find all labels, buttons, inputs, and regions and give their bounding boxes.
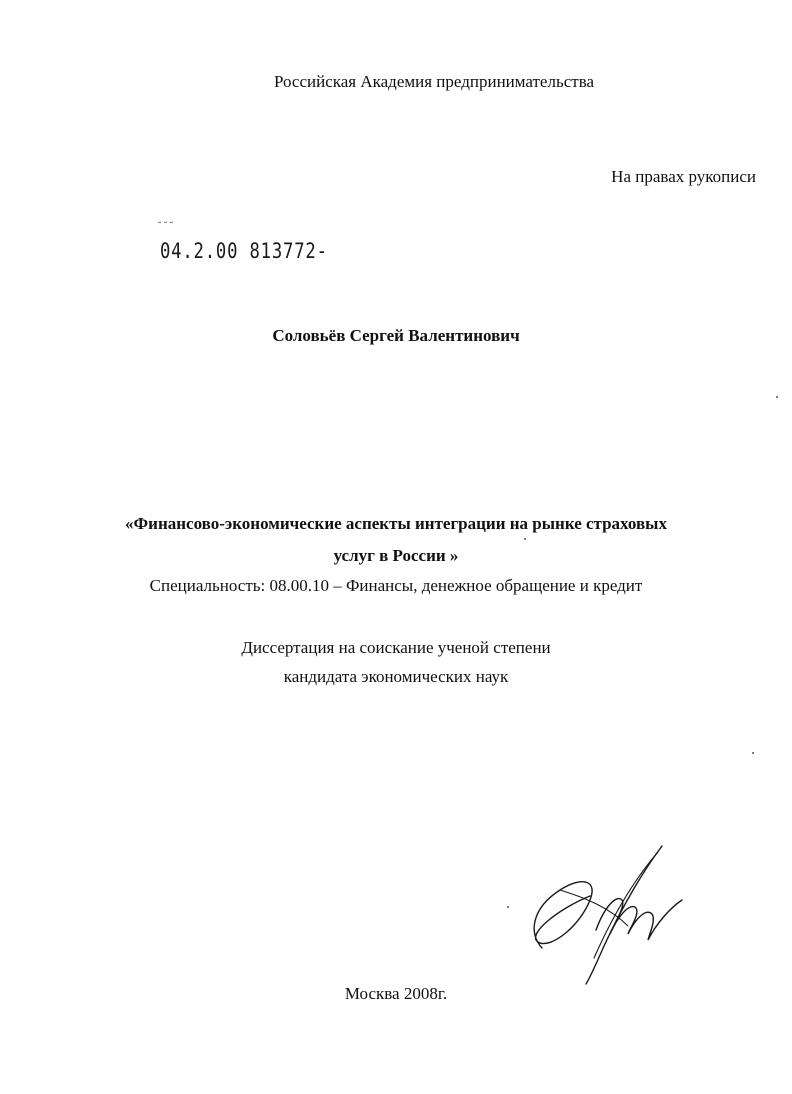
specialty: Специальность: 08.00.10 – Финансы, денежное обращение и кредит xyxy=(149,576,643,595)
author-name: Соловьёв Сергей Валентинович xyxy=(272,326,520,345)
scan-speck xyxy=(507,906,509,908)
scan-speck xyxy=(776,396,778,398)
stamp-marks: ˘ ˘ ˘ xyxy=(158,221,173,232)
academy-name: Российская Академия предпринимательства xyxy=(273,72,595,91)
registration-stamp: 04.2.00 813772- xyxy=(160,239,328,263)
degree-line-1: Диссертация на соискание ученой степени xyxy=(241,638,551,657)
dissertation-title-line-2: услуг в России » xyxy=(333,546,459,565)
scan-speck xyxy=(752,752,754,754)
dissertation-title-line-1: «Финансово-экономические аспекты интеграции на рынке страховых xyxy=(125,514,667,533)
scan-speck xyxy=(524,538,526,540)
manuscript-note: На правах рукописи xyxy=(611,167,756,186)
city-year: Москва 2008г. xyxy=(344,984,448,1003)
degree-line-2: кандидата экономических наук xyxy=(283,667,509,686)
signature-icon xyxy=(520,838,700,988)
